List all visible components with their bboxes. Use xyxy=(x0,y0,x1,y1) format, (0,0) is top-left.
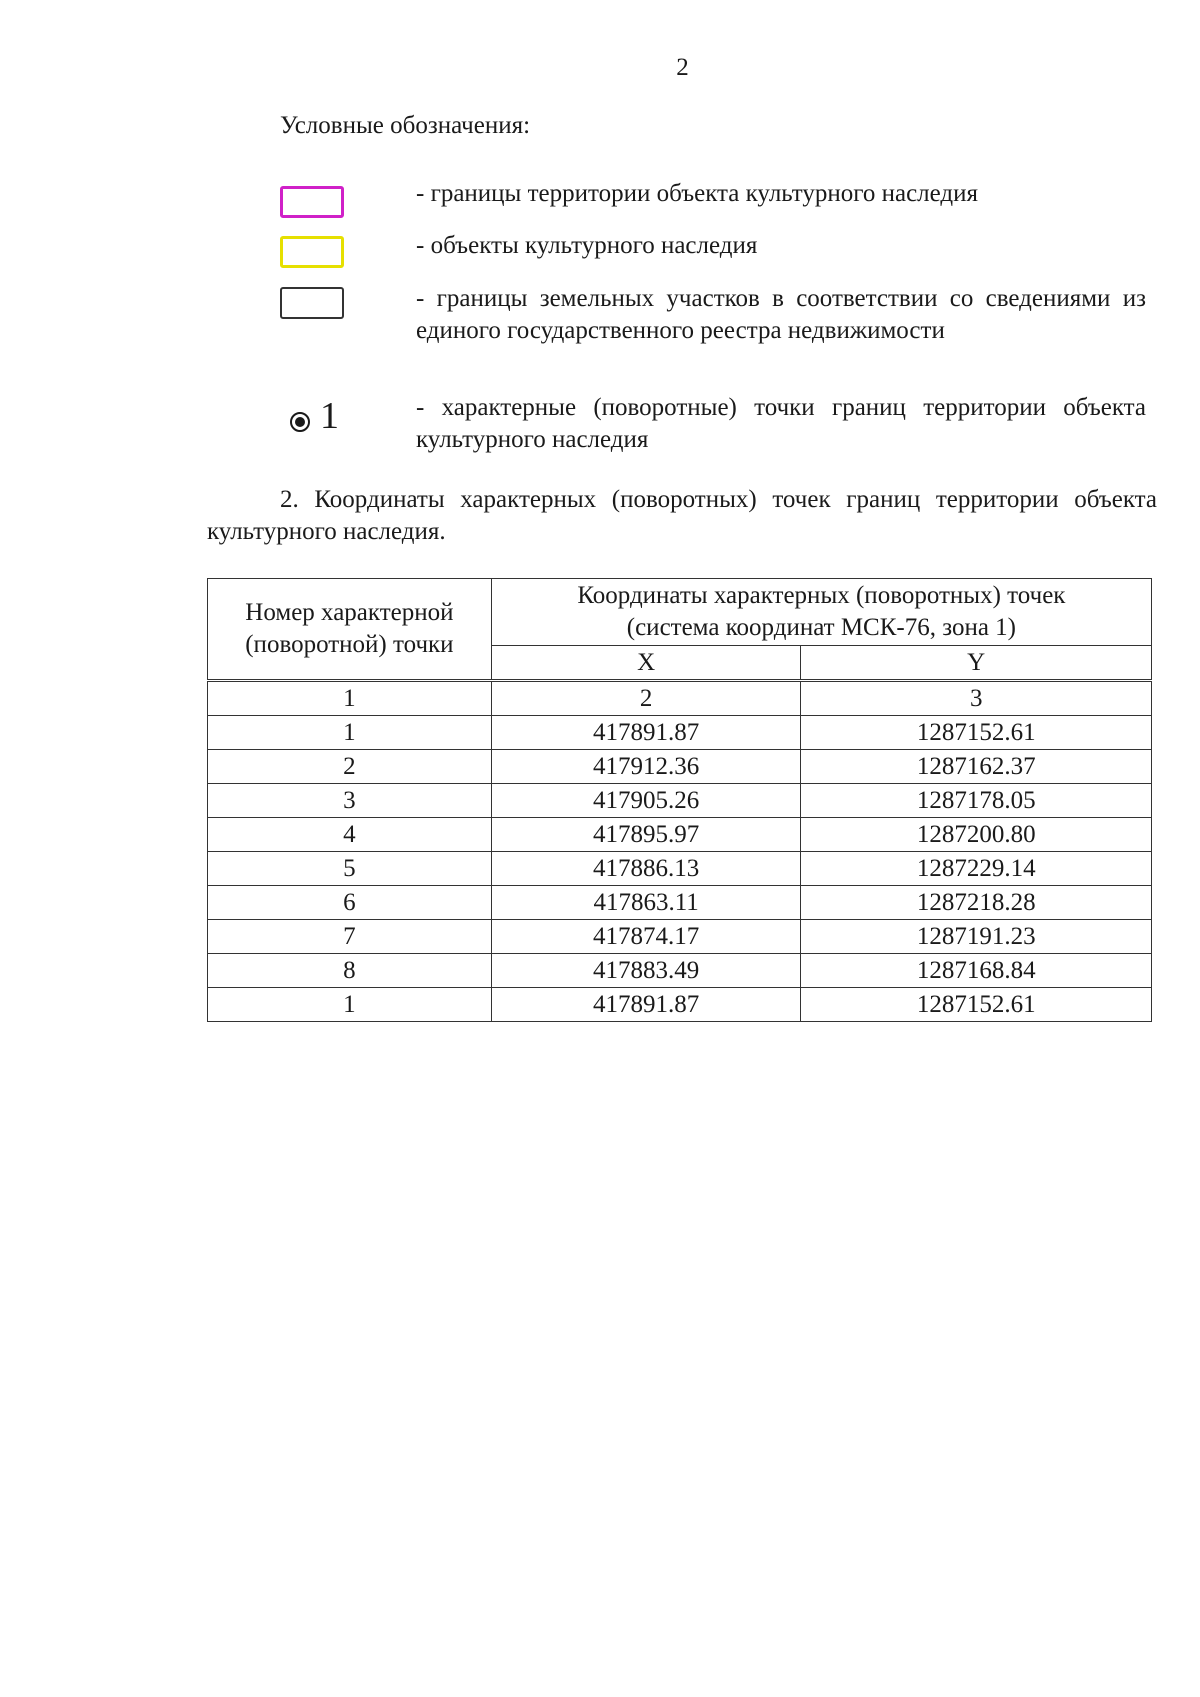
y-cell: 1287152.61 xyxy=(801,988,1152,1022)
table-row xyxy=(208,784,1152,818)
point-cell: 4 xyxy=(208,818,492,852)
x-cell: 417863.11 xyxy=(491,886,801,920)
point-cell: 8 xyxy=(208,954,492,988)
y-cell: 1287162.37 xyxy=(801,750,1152,784)
point-cell: 1 xyxy=(208,716,492,750)
y-cell: 1287200.80 xyxy=(801,818,1152,852)
point-cell: 5 xyxy=(208,852,492,886)
table-row xyxy=(208,818,1152,852)
y-cell: 1287178.05 xyxy=(801,784,1152,818)
x-cell: 417886.13 xyxy=(491,852,801,886)
table-row xyxy=(208,886,1152,920)
header-y: Y xyxy=(801,646,1152,681)
y-cell: 1287152.61 xyxy=(801,716,1152,750)
legend-heading: Условные обозначения: xyxy=(280,112,531,139)
column-numbers-row xyxy=(208,681,1152,716)
x-cell: 417895.97 xyxy=(491,818,801,852)
point-cell: 6 xyxy=(208,886,492,920)
legend-text: - объекты культурного наследия xyxy=(416,232,758,259)
y-cell: 1287229.14 xyxy=(801,852,1152,886)
x-cell: 417891.87 xyxy=(491,716,801,750)
table-row xyxy=(208,920,1152,954)
header-point-number: Номер характерной (поворотной) точки xyxy=(208,579,492,681)
gray-swatch-icon xyxy=(280,287,344,319)
coordinates-table xyxy=(207,578,1152,1022)
point-cell: 2 xyxy=(208,750,492,784)
x-cell: 417905.26 xyxy=(491,784,801,818)
column-number: 1 xyxy=(208,681,492,716)
y-cell: 1287168.84 xyxy=(801,954,1152,988)
x-cell: 417874.17 xyxy=(491,920,801,954)
column-number: 2 xyxy=(491,681,801,716)
x-cell: 417883.49 xyxy=(491,954,801,988)
point-cell: 1 xyxy=(208,988,492,1022)
page-number: 2 xyxy=(676,54,689,81)
point-cell: 3 xyxy=(208,784,492,818)
point-cell: 7 xyxy=(208,920,492,954)
table-row xyxy=(208,988,1152,1022)
x-cell: 417891.87 xyxy=(491,988,801,1022)
legend-text: - характерные (поворотные) точки границ территории объекта культурного наследия xyxy=(416,394,1146,453)
yellow-swatch-icon xyxy=(280,236,344,268)
column-number: 3 xyxy=(801,681,1152,716)
table-row xyxy=(208,954,1152,988)
table-row xyxy=(208,852,1152,886)
filled-circle-icon xyxy=(290,412,310,432)
y-cell: 1287218.28 xyxy=(801,886,1152,920)
header-coordinates-group: Координаты характерных (поворотных) точек (система координат МСК-76, зона 1) xyxy=(491,579,1151,646)
legend-text: - границы земельных участков в соответствии со сведениями из единого государственного реестра недвижимости xyxy=(416,285,1146,344)
legend-text: - границы территории объекта культурного наследия xyxy=(416,180,979,207)
x-cell: 417912.36 xyxy=(491,750,801,784)
y-cell: 1287191.23 xyxy=(801,920,1152,954)
point-symbol-label: 1 xyxy=(320,395,339,437)
magenta-swatch-icon xyxy=(280,186,344,218)
turning-point-symbol xyxy=(290,395,370,442)
header-x: X xyxy=(491,646,801,681)
section-heading: 2. Координаты характерных (поворотных) точек границ территории объекта культурного наследия. xyxy=(207,486,1157,545)
table-row xyxy=(208,750,1152,784)
table-row xyxy=(208,716,1152,750)
